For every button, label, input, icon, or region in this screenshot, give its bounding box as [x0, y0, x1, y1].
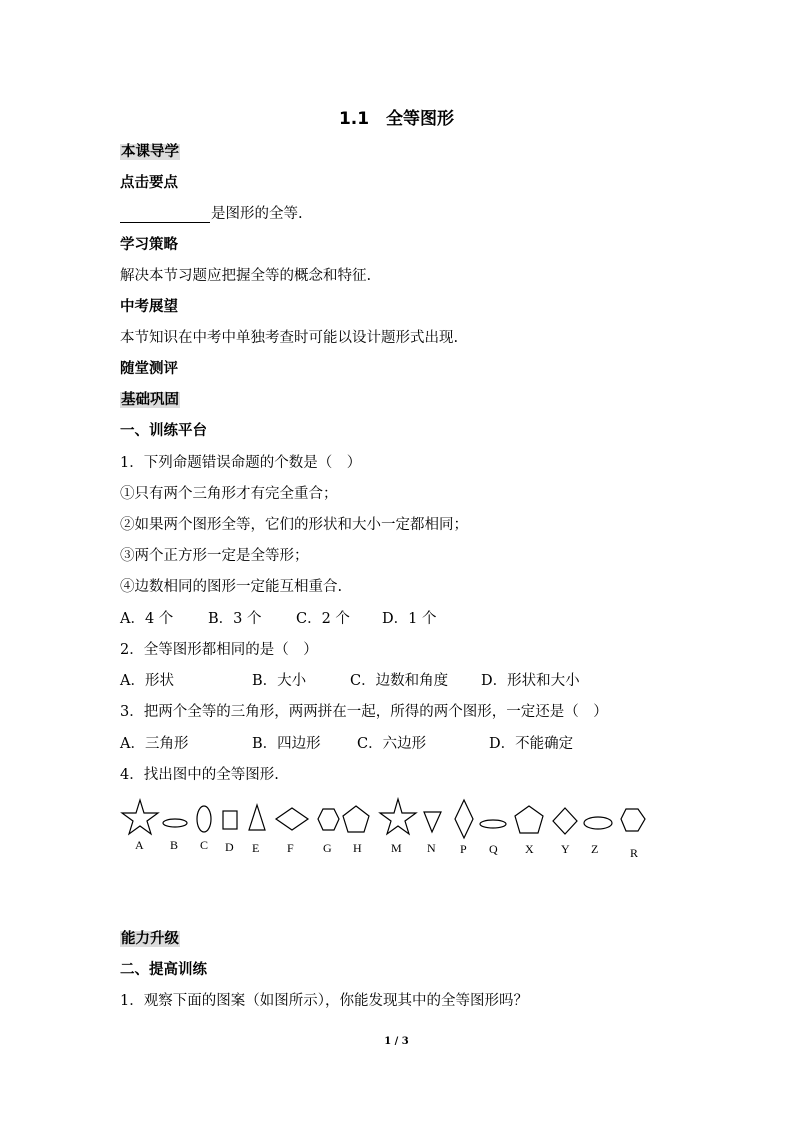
q1-option-d: D．1 个	[382, 611, 437, 627]
page-title: 1.1 全等图形	[338, 109, 455, 129]
improve-heading: 二、提高训练	[120, 962, 207, 978]
q1-option-b: B．3 个	[208, 611, 262, 627]
q4-stem: 4．找出图中的全等图形.	[120, 767, 279, 783]
shape-label-y: Y	[561, 842, 570, 856]
shape-label-q: Q	[489, 842, 498, 856]
shape-label-p: P	[460, 842, 467, 856]
shape-y-rhombus	[553, 808, 577, 834]
q1-statement-2: ②如果两个图形全等，它们的形状和大小一定都相同；	[120, 517, 468, 533]
shape-label-z: Z	[591, 842, 599, 856]
shape-m-star	[380, 799, 416, 834]
shape-x-pentagon	[515, 806, 543, 833]
shape-label-r: R	[630, 846, 639, 860]
shape-a-star	[122, 800, 158, 834]
exam-heading: 中考展望	[120, 299, 178, 315]
shape-label-g: G	[323, 841, 332, 855]
strategy-heading: 学习策略	[120, 237, 178, 253]
q3-option-a: A．三角形	[120, 736, 189, 752]
shape-r-hexagon	[621, 809, 645, 831]
shape-f-rhombus	[276, 808, 308, 830]
shape-label-n: N	[427, 841, 436, 855]
q3-option-c: C．六边形	[357, 736, 427, 752]
exam-text: 本节知识在中考中单独考查时可能以设计题形式出现.	[120, 330, 459, 346]
q3-option-b: B．四边形	[252, 736, 321, 752]
q2-option-a: A．形状	[120, 673, 174, 689]
shape-n-triangle	[424, 812, 441, 832]
q1-statement-3: ③两个正方形一定是全等形；	[120, 548, 309, 564]
shape-z-ellipse	[584, 817, 612, 829]
shape-h-pentagon	[343, 806, 369, 832]
shape-label-c: C	[200, 838, 209, 852]
q1-statement-1: ①只有两个三角形才有完全重合；	[120, 486, 338, 502]
section-lesson-guide: 本课导学	[121, 144, 179, 160]
q1-stem: 1．下列命题错误命题的个数是（ ）	[120, 455, 362, 471]
shape-b-ellipse	[163, 819, 187, 827]
shape-label-a: A	[135, 838, 144, 852]
q3-stem: 3．把两个全等的三角形，两两拼在一起，所得的两个图形，一定还是（ ）	[120, 704, 608, 720]
shape-c-ellipse	[197, 806, 211, 832]
shape-p-rhombus	[455, 800, 473, 838]
q1-option-c: C．2 个	[296, 611, 350, 627]
shapes-figure	[115, 795, 660, 865]
page-number: 1 / 3	[384, 1036, 409, 1047]
shape-d-square	[223, 811, 237, 829]
advanced-heading: 能力升级	[121, 931, 179, 947]
q2-option-b: B．大小	[252, 673, 307, 689]
shape-label-e: E	[252, 841, 260, 855]
shape-label-b: B	[170, 838, 179, 852]
q1-statement-4: ④边数相同的图形一定能互相重合.	[120, 579, 343, 595]
shape-label-d: D	[225, 840, 234, 854]
q2-stem: 2．全等图形都相同的是（ ）	[120, 642, 318, 658]
q3-option-d: D．不能确定	[489, 736, 574, 752]
shape-label-f: F	[287, 841, 294, 855]
shape-label-m: M	[391, 841, 402, 855]
fill-blank	[120, 208, 210, 223]
shape-q-ellipse	[480, 820, 506, 828]
basic-heading: 基础巩固	[121, 392, 179, 408]
key-points-line: 是图形的全等.	[120, 202, 303, 223]
iq1-stem: 1．观察下面的图案（如图所示），你能发现其中的全等图形吗？	[120, 993, 528, 1009]
test-heading: 随堂测评	[120, 361, 178, 377]
training-heading: 一、训练平台	[120, 423, 207, 439]
shape-g-hexagon	[318, 809, 339, 830]
strategy-text: 解决本节习题应把握全等的概念和特征.	[120, 268, 372, 284]
shape-label-x: X	[525, 842, 534, 856]
q2-option-d: D．形状和大小	[481, 673, 580, 689]
key-points-heading: 点击要点	[120, 175, 178, 191]
shape-e-triangle	[249, 805, 265, 830]
q1-option-a: A．4 个	[120, 611, 174, 627]
shape-label-h: H	[353, 841, 362, 855]
q2-option-c: C．边数和角度	[350, 673, 449, 689]
